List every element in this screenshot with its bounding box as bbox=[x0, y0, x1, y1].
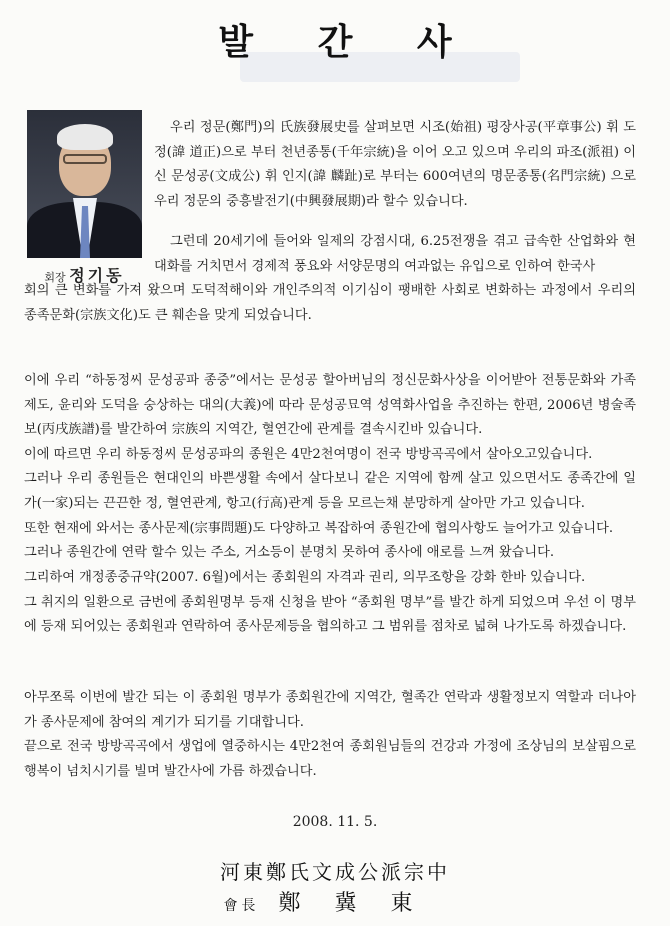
paragraph-3-line: 또한 현재에 와서는 종사문제(宗事問題)도 다양하고 복잡하여 종원간에 협의사항도 늘어가고 있습니다. bbox=[24, 520, 614, 536]
caption-name: 정기동 bbox=[69, 266, 125, 285]
signature-role: 會長 bbox=[223, 898, 260, 914]
paragraph-2-lead: 그런데 20세기에 들어와 일제의 강점시대, 6.25전쟁을 겪고 급속한 산업화와 현대화를 거치면서 경제적 풍요와 서양문명의 여과없는 유입으로 인하여 한국사 bbox=[154, 234, 636, 274]
paragraph-3-line: 그러나 종원간에 연락 할수 있는 주소, 거소등이 분명치 못하여 종사에 애로를 느껴 왔습니다. bbox=[24, 545, 555, 561]
paragraph-1: 우리 정문(鄭門)의 氏族發展史를 살펴보면 시조(始祖) 평장사공(平章事公) 휘 도정(諱 道正)으로 부터 천년종통(千年宗統)을 이어 오고 있으며 우리의 파조(派祖) 이신 문성공(文成公) 휘 인지(諱 麟趾)로 부터는 600여년의 명문종통(名門宗統) 으로 우리 정문의 중흥발전기(中興發展期)라 할수 있습니다. bbox=[154, 120, 636, 209]
paragraph-3-line: 이에 우리 “하동정씨 문성공파 종중”에서는 문성공 할아버님의 정신문화사상을 이어받아 전통문화와 가족제도, 윤리와 도덕을 숭상하는 대의(大義)에 따라 문성공묘역 성역화사업을 추진하는 한편, 2006년 병술족보(丙戌族譜)를 발간하여 宗族의 지역간, 혈연간에 관계를 결속시킨바 있습니다. bbox=[24, 373, 636, 438]
signature-line bbox=[0, 886, 670, 917]
paragraph-3-line: 이에 따르면 우리 하동정씨 문성공파의 종원은 4만2천여명이 전국 방방곡곡에서 살아오고있습니다. bbox=[24, 446, 593, 462]
publication-date: 2008. 11. 5. bbox=[292, 814, 378, 830]
paragraph-4 bbox=[24, 566, 636, 640]
paragraph-2 bbox=[24, 230, 636, 328]
page-title: 발 간 사 bbox=[218, 21, 478, 63]
signature-name: 鄭冀東 bbox=[278, 891, 447, 916]
paragraph-4-line: 그리하여 개정종중규약(2007. 6월)에서는 종회원의 자격과 권리, 의무조항을 강화 한바 있습니다. bbox=[24, 570, 586, 585]
paragraph-3 bbox=[24, 369, 636, 566]
caption-role: 회장 bbox=[44, 271, 66, 284]
organization-name: 河東鄭氏文成公派宗中 bbox=[220, 860, 450, 884]
paragraph-2-rest: 회의 큰 변화를 가져 왔으며 도덕적해이와 개인주의적 이기심이 팽배한 사회로 변화하는 과정에서 우리의 종족문화(宗族文化)도 큰 훼손을 맞게 되었습니다. bbox=[24, 283, 636, 323]
paragraph-5-line: 아무쪼록 이번에 발간 되는 이 종회원 명부가 종회원간에 지역간, 혈족간 연락과 생활정보지 역할과 더나아가 종사문제에 참여의 계기가 되기를 기대합니다. bbox=[24, 690, 636, 730]
paragraph-5-line: 끝으로 전국 방방곡곡에서 생업에 열중하시는 4만2천여 종회원님들의 건강과 가정에 조상님의 보살핌으로 행복이 넘치시기를 빌며 발간사에 가름 하겠습니다. bbox=[24, 739, 636, 779]
paragraph-3-line: 그러나 우리 종원들은 현대인의 바쁜생활 속에서 살다보니 같은 지역에 함께 살고 있으면서도 종족간에 일가(一家)되는 끈끈한 정, 혈연관계, 항고(行高)관계 등을 모르는채 분망하게 살아만 가고 있습니다. bbox=[24, 471, 636, 511]
paragraph-5 bbox=[24, 686, 636, 784]
paragraph-4-line: 그 취지의 일환으로 금번에 종회원명부 등재 신청을 받아 “종회원 명부”를 발간 하게 되었으며 우선 이 명부에 등재 되어있는 종회원과 연락하여 종사문제등을 협의하고 그 범위를 점차로 넓혀 나가도록 하겠습니다. bbox=[24, 594, 636, 635]
